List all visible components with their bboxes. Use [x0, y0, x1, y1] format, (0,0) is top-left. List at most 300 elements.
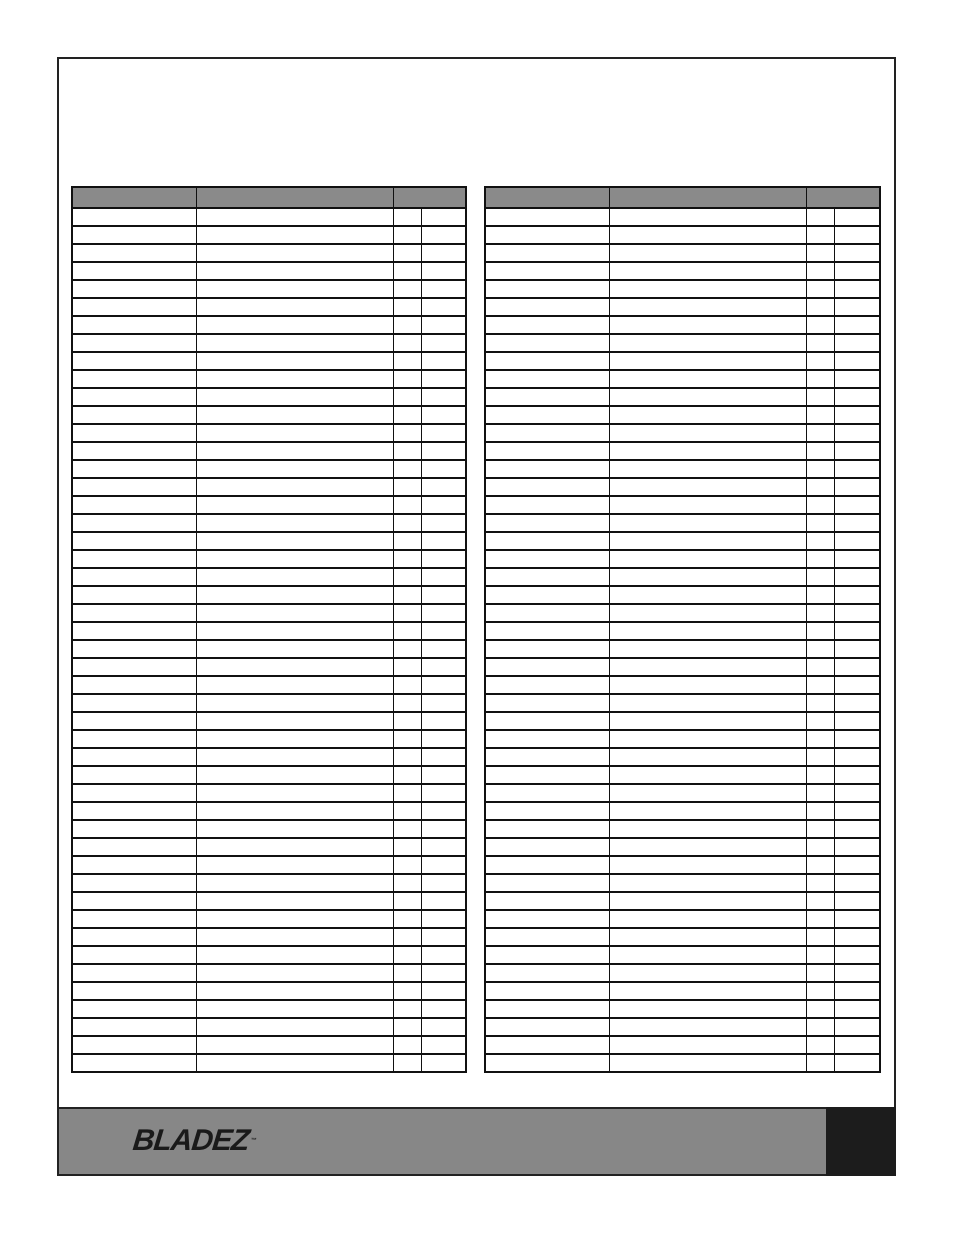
part-number-cell [485, 280, 609, 298]
qty-cell-a [806, 496, 834, 514]
part-number-cell [72, 442, 196, 460]
table-row [485, 442, 880, 460]
qty-cell-a [393, 766, 421, 784]
part-number-cell [485, 910, 609, 928]
qty-cell-b [421, 262, 466, 280]
qty-cell-b [834, 226, 880, 244]
qty-cell-b [834, 712, 880, 730]
qty-cell-a [393, 532, 421, 550]
table-row [485, 910, 880, 928]
qty-cell-b [834, 964, 880, 982]
header-part-number [72, 187, 196, 208]
qty-cell-a [806, 964, 834, 982]
description-cell [196, 388, 393, 406]
table-row [72, 622, 466, 640]
qty-cell-a [393, 748, 421, 766]
part-number-cell [72, 658, 196, 676]
table-row [485, 892, 880, 910]
qty-cell-b [834, 442, 880, 460]
qty-cell-a [806, 568, 834, 586]
description-cell [609, 622, 806, 640]
table-row [485, 208, 880, 226]
qty-cell-b [834, 352, 880, 370]
table-row [72, 442, 466, 460]
qty-cell-a [806, 298, 834, 316]
qty-cell-a [393, 838, 421, 856]
qty-cell-b [421, 208, 466, 226]
description-cell [609, 1000, 806, 1018]
table-row [485, 478, 880, 496]
part-number-cell [485, 928, 609, 946]
qty-cell-b [834, 460, 880, 478]
description-cell [196, 622, 393, 640]
description-cell [196, 730, 393, 748]
qty-cell-a [393, 514, 421, 532]
qty-cell-b [421, 334, 466, 352]
part-number-cell [485, 226, 609, 244]
table-row [485, 874, 880, 892]
table-row [72, 802, 466, 820]
table-header-row [72, 187, 466, 208]
qty-cell-b [834, 622, 880, 640]
qty-cell-a [806, 424, 834, 442]
qty-cell-b [834, 892, 880, 910]
table-row [72, 1036, 466, 1054]
qty-cell-b [834, 802, 880, 820]
qty-cell-a [806, 406, 834, 424]
table-row [72, 586, 466, 604]
table-row [72, 478, 466, 496]
table-row [485, 280, 880, 298]
qty-cell-a [393, 550, 421, 568]
part-number-cell [72, 316, 196, 334]
part-number-cell [485, 622, 609, 640]
description-cell [609, 532, 806, 550]
qty-cell-a [393, 316, 421, 334]
qty-cell-b [421, 946, 466, 964]
part-number-cell [72, 298, 196, 316]
qty-cell-a [806, 442, 834, 460]
description-cell [609, 442, 806, 460]
part-number-cell [485, 874, 609, 892]
part-number-cell [485, 982, 609, 1000]
qty-cell-b [834, 766, 880, 784]
description-cell [196, 550, 393, 568]
table-row [485, 550, 880, 568]
description-cell [609, 1054, 806, 1072]
qty-cell-b [834, 820, 880, 838]
description-cell [196, 442, 393, 460]
qty-cell-a [393, 820, 421, 838]
qty-cell-b [421, 748, 466, 766]
part-number-cell [485, 838, 609, 856]
part-number-cell [72, 370, 196, 388]
qty-cell-a [806, 1000, 834, 1018]
qty-cell-b [834, 280, 880, 298]
table-row [485, 802, 880, 820]
part-number-cell [485, 424, 609, 442]
qty-cell-b [834, 514, 880, 532]
table-row [72, 658, 466, 676]
qty-cell-b [421, 370, 466, 388]
qty-cell-a [806, 604, 834, 622]
part-number-cell [485, 694, 609, 712]
table-row [72, 208, 466, 226]
qty-cell-a [393, 244, 421, 262]
description-cell [196, 946, 393, 964]
qty-cell-a [806, 514, 834, 532]
table-row [485, 1054, 880, 1072]
qty-cell-a [393, 1036, 421, 1054]
table-row [72, 820, 466, 838]
qty-cell-a [393, 1054, 421, 1072]
part-number-cell [485, 352, 609, 370]
qty-cell-b [834, 640, 880, 658]
qty-cell-a [393, 964, 421, 982]
qty-cell-b [421, 658, 466, 676]
description-cell [609, 892, 806, 910]
qty-cell-b [421, 388, 466, 406]
table-row [72, 1000, 466, 1018]
table-row [485, 514, 880, 532]
qty-cell-a [393, 280, 421, 298]
table-row [72, 856, 466, 874]
description-cell [609, 1036, 806, 1054]
part-number-cell [485, 1000, 609, 1018]
part-number-cell [485, 784, 609, 802]
description-cell [196, 712, 393, 730]
description-cell [609, 712, 806, 730]
description-cell [609, 388, 806, 406]
part-number-cell [72, 352, 196, 370]
table-row [72, 874, 466, 892]
description-cell [196, 1018, 393, 1036]
qty-cell-b [834, 568, 880, 586]
part-number-cell [72, 730, 196, 748]
qty-cell-b [421, 352, 466, 370]
description-cell [196, 676, 393, 694]
qty-cell-b [421, 622, 466, 640]
description-cell [196, 460, 393, 478]
table-row [72, 370, 466, 388]
part-number-cell [485, 496, 609, 514]
qty-cell-a [806, 208, 834, 226]
description-cell [196, 748, 393, 766]
qty-cell-a [806, 1054, 834, 1072]
description-cell [609, 586, 806, 604]
table-row [485, 568, 880, 586]
qty-cell-a [806, 658, 834, 676]
part-number-cell [72, 1000, 196, 1018]
qty-cell-b [421, 928, 466, 946]
table-row [72, 838, 466, 856]
table-row [485, 316, 880, 334]
table-row [72, 946, 466, 964]
table-row [72, 604, 466, 622]
qty-cell-b [421, 892, 466, 910]
qty-cell-b [421, 730, 466, 748]
table-row [485, 694, 880, 712]
qty-cell-a [806, 856, 834, 874]
description-cell [609, 478, 806, 496]
table-row [72, 1054, 466, 1072]
qty-cell-b [421, 1018, 466, 1036]
part-number-cell [485, 550, 609, 568]
description-cell [196, 838, 393, 856]
part-number-cell [72, 964, 196, 982]
qty-cell-b [421, 1054, 466, 1072]
part-number-cell [72, 1054, 196, 1072]
qty-cell-a [393, 586, 421, 604]
qty-cell-b [834, 208, 880, 226]
qty-cell-a [393, 334, 421, 352]
table-row [485, 532, 880, 550]
description-cell [609, 730, 806, 748]
part-number-cell [72, 532, 196, 550]
table-row [485, 388, 880, 406]
part-number-cell [72, 766, 196, 784]
qty-cell-a [806, 838, 834, 856]
part-number-cell [72, 946, 196, 964]
part-number-cell [485, 658, 609, 676]
table-row [485, 946, 880, 964]
qty-cell-b [421, 604, 466, 622]
description-cell [609, 226, 806, 244]
part-number-cell [72, 406, 196, 424]
description-cell [609, 946, 806, 964]
part-number-cell [485, 460, 609, 478]
table-row [485, 748, 880, 766]
header-quantity [806, 187, 880, 208]
part-number-cell [485, 316, 609, 334]
part-number-cell [485, 820, 609, 838]
part-number-cell [485, 514, 609, 532]
parts-table-right [484, 186, 881, 1073]
qty-cell-b [834, 928, 880, 946]
description-cell [196, 1054, 393, 1072]
description-cell [609, 208, 806, 226]
description-cell [196, 910, 393, 928]
part-number-cell [485, 802, 609, 820]
description-cell [196, 424, 393, 442]
qty-cell-a [806, 820, 834, 838]
table-row [72, 316, 466, 334]
part-number-cell [485, 442, 609, 460]
qty-cell-b [421, 838, 466, 856]
qty-cell-a [393, 928, 421, 946]
table-row [72, 892, 466, 910]
table-row [72, 712, 466, 730]
qty-cell-b [421, 676, 466, 694]
table-row [485, 226, 880, 244]
description-cell [609, 748, 806, 766]
table-row [72, 928, 466, 946]
qty-cell-a [806, 784, 834, 802]
part-number-cell [485, 712, 609, 730]
parts-table-left [71, 186, 467, 1073]
description-cell [609, 460, 806, 478]
qty-cell-b [834, 550, 880, 568]
table-row [72, 568, 466, 586]
qty-cell-b [834, 946, 880, 964]
description-cell [196, 640, 393, 658]
table-row [485, 370, 880, 388]
description-cell [196, 244, 393, 262]
qty-cell-a [393, 658, 421, 676]
qty-cell-a [806, 334, 834, 352]
description-cell [196, 784, 393, 802]
qty-cell-b [834, 784, 880, 802]
description-cell [196, 586, 393, 604]
description-cell [609, 550, 806, 568]
part-number-cell [72, 280, 196, 298]
qty-cell-b [834, 838, 880, 856]
description-cell [609, 910, 806, 928]
brand-logo [131, 1125, 257, 1157]
qty-cell-b [834, 730, 880, 748]
qty-cell-a [806, 874, 834, 892]
part-number-cell [72, 586, 196, 604]
description-cell [609, 766, 806, 784]
table-row [72, 640, 466, 658]
part-number-cell [72, 982, 196, 1000]
table-row [485, 820, 880, 838]
qty-cell-b [421, 280, 466, 298]
qty-cell-a [393, 478, 421, 496]
table-row [485, 676, 880, 694]
part-number-cell [485, 406, 609, 424]
table-row [72, 388, 466, 406]
qty-cell-b [834, 1018, 880, 1036]
table-row [72, 334, 466, 352]
part-number-cell [485, 856, 609, 874]
part-number-cell [485, 946, 609, 964]
part-number-cell [72, 640, 196, 658]
qty-cell-a [393, 262, 421, 280]
qty-cell-b [834, 874, 880, 892]
part-number-cell [485, 1036, 609, 1054]
qty-cell-a [806, 586, 834, 604]
table-row [485, 352, 880, 370]
table-row [72, 262, 466, 280]
qty-cell-b [834, 604, 880, 622]
table-row [485, 838, 880, 856]
qty-cell-b [834, 334, 880, 352]
table-row [485, 262, 880, 280]
description-cell [196, 694, 393, 712]
qty-cell-b [834, 856, 880, 874]
table-row [72, 694, 466, 712]
part-number-cell [72, 622, 196, 640]
table-row [72, 1018, 466, 1036]
description-cell [609, 244, 806, 262]
description-cell [609, 352, 806, 370]
qty-cell-a [393, 388, 421, 406]
table-row [72, 406, 466, 424]
qty-cell-a [806, 262, 834, 280]
qty-cell-a [806, 1036, 834, 1054]
part-number-cell [485, 892, 609, 910]
description-cell [196, 352, 393, 370]
part-number-cell [72, 928, 196, 946]
part-number-cell [485, 334, 609, 352]
part-number-cell [72, 694, 196, 712]
qty-cell-a [806, 802, 834, 820]
description-cell [196, 856, 393, 874]
qty-cell-a [806, 892, 834, 910]
qty-cell-a [806, 370, 834, 388]
part-number-cell [72, 496, 196, 514]
qty-cell-a [806, 388, 834, 406]
qty-cell-b [834, 406, 880, 424]
description-cell [196, 1000, 393, 1018]
table-row [485, 406, 880, 424]
description-cell [196, 514, 393, 532]
table-row [72, 280, 466, 298]
part-number-cell [485, 208, 609, 226]
part-number-cell [72, 550, 196, 568]
table-row [485, 856, 880, 874]
qty-cell-a [393, 910, 421, 928]
part-number-cell [72, 712, 196, 730]
part-number-cell [72, 478, 196, 496]
part-number-cell [72, 784, 196, 802]
qty-cell-b [834, 910, 880, 928]
qty-cell-b [421, 586, 466, 604]
qty-cell-b [834, 244, 880, 262]
qty-cell-b [421, 460, 466, 478]
qty-cell-b [421, 514, 466, 532]
qty-cell-b [421, 982, 466, 1000]
description-cell [196, 964, 393, 982]
description-cell [196, 406, 393, 424]
description-cell [609, 280, 806, 298]
qty-cell-a [806, 244, 834, 262]
qty-cell-a [393, 694, 421, 712]
qty-cell-b [834, 298, 880, 316]
description-cell [196, 208, 393, 226]
qty-cell-a [806, 748, 834, 766]
table-row [485, 424, 880, 442]
qty-cell-b [834, 262, 880, 280]
qty-cell-b [421, 874, 466, 892]
qty-cell-b [834, 982, 880, 1000]
qty-cell-b [834, 496, 880, 514]
part-number-cell [72, 1018, 196, 1036]
description-cell [609, 298, 806, 316]
part-number-cell [485, 388, 609, 406]
part-number-cell [485, 532, 609, 550]
part-number-cell [72, 262, 196, 280]
table-row [72, 748, 466, 766]
part-number-cell [72, 838, 196, 856]
part-number-cell [485, 298, 609, 316]
qty-cell-a [393, 946, 421, 964]
qty-cell-a [393, 370, 421, 388]
part-number-cell [72, 676, 196, 694]
part-number-cell [72, 856, 196, 874]
table-row [72, 766, 466, 784]
part-number-cell [72, 208, 196, 226]
description-cell [196, 262, 393, 280]
description-cell [609, 604, 806, 622]
qty-cell-a [393, 604, 421, 622]
qty-cell-b [834, 532, 880, 550]
description-cell [609, 856, 806, 874]
qty-cell-a [393, 226, 421, 244]
description-cell [609, 370, 806, 388]
qty-cell-a [806, 694, 834, 712]
